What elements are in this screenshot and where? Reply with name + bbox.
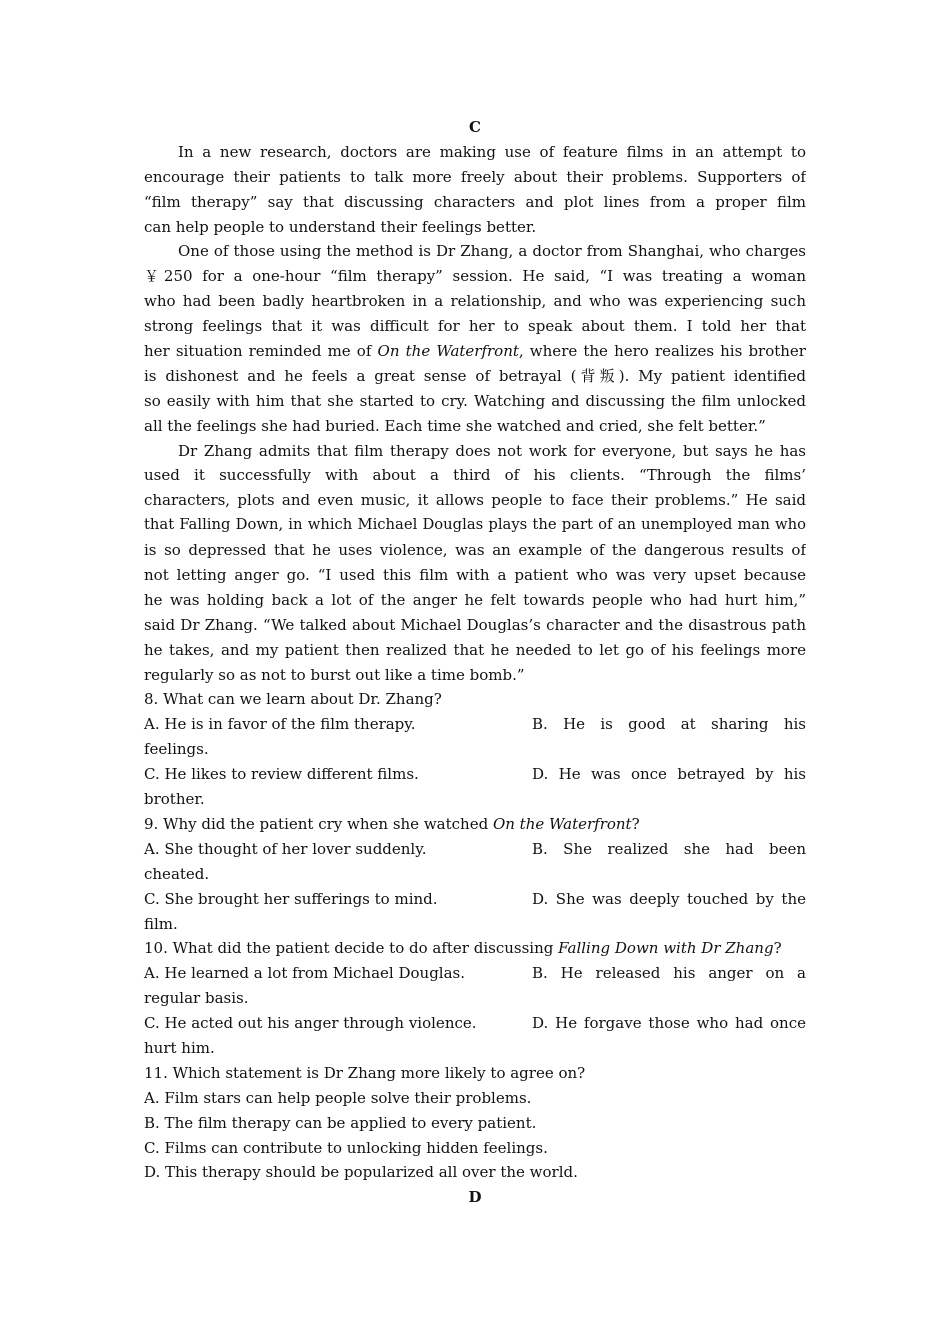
text-line: is dishonest and he feels a great sense of betrayal (背叛). My patient identified bbox=[144, 366, 806, 385]
text-line: “film therapy” say that discussing characters and plot lines from a proper film bbox=[144, 192, 806, 211]
option-d: D. He was once betrayed by his bbox=[532, 765, 806, 784]
film-title: Falling Down with Dr Zhang bbox=[558, 939, 774, 958]
option-row bbox=[144, 762, 806, 787]
text-line: not letting anger go. “I used this film with a patient who was very upset because bbox=[144, 566, 806, 585]
text-line: used it successfully with about a third of his clients. “Through the films’ bbox=[144, 466, 806, 485]
question-stem bbox=[144, 936, 806, 961]
option-c: C. He likes to review different films. bbox=[144, 765, 419, 784]
text-line: is so depressed that he uses violence, was an example of the dangerous results of bbox=[144, 541, 806, 560]
text-line: said Dr Zhang. “We talked about Michael Douglas’s character and the disastrous path bbox=[144, 615, 806, 634]
text-line: characters, plots and even music, it allows people to face their problems.” He said bbox=[144, 491, 806, 510]
question-stem bbox=[144, 812, 806, 837]
text-segment: , where the hero realizes his brother bbox=[518, 342, 806, 361]
option-b: B. She realized she had been bbox=[532, 839, 806, 858]
option-b: B. He is good at sharing his bbox=[532, 715, 806, 734]
option-a: A. She thought of her lover suddenly. bbox=[144, 839, 427, 858]
option-b: B. He released his anger on a bbox=[532, 964, 806, 983]
text-line: he takes, and my patient then realized that he needed to let go of his feelings more bbox=[144, 640, 806, 659]
text-line: One of those using the method is Dr Zhang, a doctor from Shanghai, who charges bbox=[178, 242, 806, 261]
text-line: all the feelings she had buried. Each time she watched and cried, she felt better.” bbox=[144, 416, 766, 435]
text-segment: 9. Why did the patient cry when she watched bbox=[144, 814, 493, 833]
option-a: A. Film stars can help people solve their problems. bbox=[144, 1088, 532, 1107]
option-a: A. He is in favor of the film therapy. bbox=[144, 715, 416, 734]
text-line: regularly so as not to burst out like a time bomb.” bbox=[144, 665, 525, 684]
option-c: C. She brought her sufferings to mind. bbox=[144, 889, 438, 908]
text-line: so easily with him that she started to cry. Watching and discussing the film unlocked bbox=[144, 391, 806, 410]
option-d-continued: film. bbox=[144, 914, 178, 933]
option-row bbox=[144, 961, 806, 986]
option-c: C. He acted out his anger through violence. bbox=[144, 1014, 477, 1033]
option-c: C. Films can contribute to unlocking hidden feelings. bbox=[144, 1138, 548, 1157]
question-stem: 11. Which statement is Dr Zhang more likely to agree on? bbox=[144, 1063, 586, 1082]
option-row bbox=[144, 887, 806, 912]
paragraph-1 bbox=[144, 140, 806, 240]
text-segment: ? bbox=[773, 939, 782, 958]
option-d: D. She was deeply touched by the bbox=[532, 889, 806, 908]
option-row bbox=[144, 837, 806, 862]
text-line: encourage their patients to talk more freely about their problems. Supporters of bbox=[144, 167, 806, 186]
option-d-continued: hurt him. bbox=[144, 1038, 215, 1057]
text-line bbox=[144, 339, 806, 364]
option-row bbox=[144, 1011, 806, 1036]
option-d-continued: brother. bbox=[144, 790, 205, 809]
text-line: ￥250 for a one-hour “film therapy” session. He said, “I was treating a woman bbox=[144, 267, 806, 286]
text-line: Dr Zhang admits that film therapy does not work for everyone, but says he has bbox=[178, 441, 806, 460]
film-title: On the Waterfront bbox=[492, 814, 632, 833]
option-d: D. He forgave those who had once bbox=[532, 1014, 806, 1033]
option-row bbox=[144, 712, 806, 737]
text-line: strong feelings that it was difficult for her to speak about them. I told her that bbox=[144, 317, 806, 336]
question-9 bbox=[144, 812, 806, 936]
text-line: he was holding back a lot of the anger he felt towards people who had hurt him,” bbox=[144, 590, 806, 609]
text-segment: ? bbox=[631, 814, 640, 833]
option-d: D. This therapy should be popularized all over the world. bbox=[144, 1163, 578, 1182]
text-line: can help people to understand their feelings better. bbox=[144, 217, 537, 236]
paragraph-2 bbox=[144, 239, 806, 438]
section-d-heading: D bbox=[468, 1188, 482, 1207]
text-line: In a new research, doctors are making use of feature films in an attempt to bbox=[178, 142, 806, 161]
text-segment: 10. What did the patient decide to do after discussing bbox=[144, 939, 559, 958]
exam-page bbox=[144, 115, 806, 1210]
question-10 bbox=[144, 936, 806, 1060]
section-c-heading: C bbox=[469, 118, 481, 136]
question-8 bbox=[144, 687, 806, 811]
option-b-continued: feelings. bbox=[144, 740, 209, 759]
text-line: that Falling Down, in which Michael Douglas plays the part of an unemployed man who bbox=[144, 516, 806, 534]
text-line: who had been badly heartbroken in a relationship, and who was experiencing such bbox=[144, 292, 806, 311]
option-b: B. The film therapy can be applied to every patient. bbox=[144, 1113, 537, 1132]
option-a: A. He learned a lot from Michael Douglas. bbox=[144, 964, 465, 983]
option-b-continued: regular basis. bbox=[144, 989, 249, 1008]
text-segment: her situation reminded me of bbox=[144, 342, 378, 361]
paragraph-3 bbox=[144, 439, 806, 688]
question-stem: 8. What can we learn about Dr. Zhang? bbox=[144, 690, 442, 709]
film-title: On the Waterfront bbox=[377, 342, 519, 361]
question-11 bbox=[144, 1061, 806, 1185]
option-b-continued: cheated. bbox=[144, 864, 210, 883]
